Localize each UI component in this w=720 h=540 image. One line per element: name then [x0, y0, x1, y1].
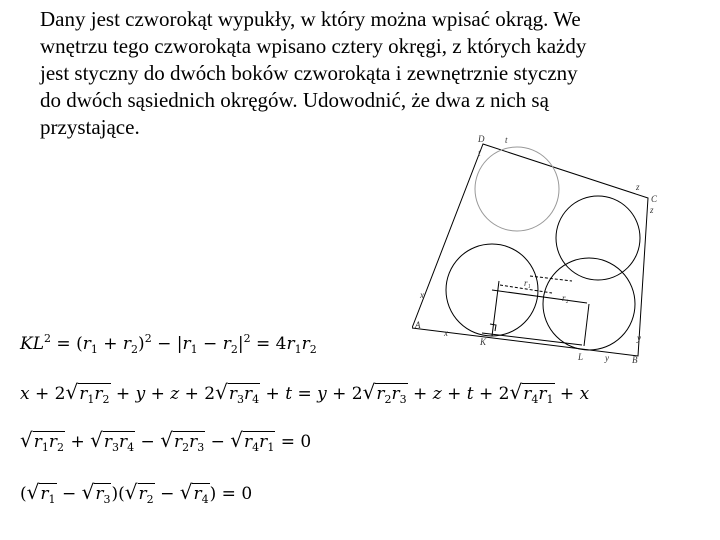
label-c: C [651, 194, 658, 204]
eq2-coefficient: 2 [54, 384, 66, 404]
label-l: L [578, 352, 584, 362]
eq4-var: r [193, 484, 202, 504]
eq3-subscript: 4 [252, 441, 260, 454]
eq3-var: r [189, 432, 198, 452]
eq2-var: r [376, 384, 385, 404]
eq1-exponent: 2 [144, 332, 152, 345]
eq3-minus: − [210, 432, 225, 452]
eq3-subscript: 1 [267, 441, 275, 454]
circle-top-right [556, 196, 640, 280]
eq1-var: r [301, 334, 310, 354]
label-z: z [636, 182, 640, 192]
label-r2: r₂ [562, 293, 569, 303]
eq4-subscript: 3 [103, 493, 111, 506]
sqrt-icon: √ [124, 480, 138, 504]
label-y: y [637, 333, 641, 343]
sqrt-icon: √ [230, 428, 244, 452]
quadrilateral-figure [412, 128, 662, 368]
quadrilateral-outline [412, 144, 648, 356]
eq4-radicand [192, 483, 209, 504]
eq2-plus: + [150, 384, 165, 404]
eq1-subscript: 2 [309, 343, 317, 356]
eq3-subscript: 3 [197, 441, 205, 454]
eq2-var: r [79, 384, 88, 404]
eq2-subscript: 1 [87, 393, 95, 406]
eq1-var: r [286, 334, 295, 354]
eq2-var: y [317, 384, 327, 404]
eq3-subscript: 4 [127, 441, 135, 454]
sqrt-icon: √ [65, 380, 79, 404]
eq1-exponent: 2 [243, 332, 251, 345]
problem-line: przystające. [40, 115, 140, 139]
problem-line: jest styczny do dwóch boków czworokąta i zewnętrznie styczny [40, 61, 578, 85]
eq3-radicand [103, 431, 135, 452]
eq2-var: r [391, 384, 400, 404]
eq2-subscript: 2 [384, 393, 392, 406]
eq3-var: r [48, 432, 58, 452]
eq1-subscript: 2 [230, 343, 238, 356]
eq3-plus: + [70, 432, 85, 452]
eq3-minus: − [140, 432, 155, 452]
perpendicular-l [584, 304, 589, 346]
eq2-plus: + [413, 384, 428, 404]
eq3-var: r [244, 432, 253, 452]
label-y: y [605, 353, 609, 363]
eq2-var: r [538, 384, 547, 404]
radius-r1 [492, 290, 587, 303]
eq3-radicand [173, 431, 205, 452]
eq2-coefficient: 2 [498, 384, 510, 404]
eq4-var: r [95, 484, 104, 504]
sqrt-icon: √ [20, 428, 33, 452]
eq1-exponent: 2 [44, 332, 51, 345]
eq1-equals: = [56, 334, 71, 354]
sqrt-icon: √ [81, 480, 95, 504]
sqrt-icon: √ [509, 380, 523, 404]
eq2-var: r [94, 384, 103, 404]
eq4-equals: = [221, 484, 236, 504]
eq1-minus: − [203, 334, 218, 354]
eq2-plus: + [478, 384, 494, 404]
eq1-var: r [182, 334, 191, 354]
eq3-var: r [259, 432, 268, 452]
eq2-coefficient: 2 [351, 384, 363, 404]
label-z: z [650, 205, 654, 215]
circle-top-left [475, 147, 559, 231]
eq1-subscript: 1 [190, 343, 198, 356]
eq4-var: r [138, 484, 147, 504]
eq4-subscript: 1 [48, 493, 56, 506]
eq2-var: t [466, 384, 474, 404]
eq3-zero: 0 [300, 432, 312, 452]
label-t: t [505, 135, 508, 145]
eq2-var: r [523, 384, 532, 404]
problem-line: do dwóch sąsiednich okręgów. Udowodnić, że dwa z nich są [40, 88, 549, 112]
eq3-subscript: 1 [41, 441, 49, 454]
eq2-var: z [432, 384, 442, 404]
eq2-equals: = [297, 384, 312, 404]
sqrt-icon: √ [26, 480, 40, 504]
eq2-subscript: 3 [237, 393, 244, 406]
eq2-plus: + [35, 384, 50, 404]
eq2-var: x [20, 384, 30, 404]
eq1-var: r [82, 334, 91, 354]
eq1-var: r [122, 334, 132, 354]
label-d: D [478, 134, 485, 144]
label-b: B [632, 355, 638, 365]
eq2-plus: + [332, 384, 347, 404]
eq2-radicand [522, 383, 554, 404]
eq1-abs: | [237, 334, 244, 354]
sqrt-icon: √ [215, 380, 228, 404]
eq4-subscript: 4 [201, 493, 209, 506]
eq3-radicand [243, 431, 275, 452]
eq1-abs: | [176, 334, 183, 354]
eq2-plus: + [115, 384, 131, 404]
eq4-minus: − [160, 484, 175, 504]
eq1-var: r [222, 334, 231, 354]
eq3-var: r [173, 432, 183, 452]
problem-line: wnętrzu tego czworokąta wpisano cztery okręgi, z których każdy [40, 34, 587, 58]
problem-line: Dany jest czworokąt wypukły, w który można wpisać okrąg. We [40, 7, 581, 31]
eq2-plus: + [265, 384, 280, 404]
eq2-plus: + [447, 384, 462, 404]
eq2-var: r [228, 384, 237, 404]
eq2-var: z [170, 384, 180, 404]
eq1-subscript: 1 [294, 343, 302, 356]
eq2-subscript: 3 [399, 393, 407, 406]
eq4-zero: 0 [241, 484, 253, 504]
eq3-equals: = [280, 432, 295, 452]
eq2-radicand [228, 383, 260, 404]
eq2-subscript: 1 [546, 393, 554, 406]
eq1-paren: ) [138, 334, 145, 354]
equation-2 [20, 380, 589, 406]
equation-1 [20, 332, 317, 356]
eq4-paren: ) [111, 484, 119, 504]
label-x: x [444, 328, 448, 338]
eq4-radicand [39, 483, 56, 504]
equation-3 [20, 428, 311, 454]
eq2-subscript: 2 [102, 393, 110, 406]
problem-statement [40, 6, 690, 141]
eq3-var: r [103, 432, 112, 452]
eq4-subscript: 2 [146, 493, 154, 506]
sqrt-icon: √ [362, 380, 376, 404]
eq2-var: x [579, 384, 590, 404]
eq1-equals: = [255, 334, 271, 354]
eq2-plus: + [559, 384, 575, 404]
eq3-subscript: 3 [111, 441, 119, 454]
eq3-var: r [33, 432, 42, 452]
label-t: t [478, 148, 481, 158]
eq1-plus: + [103, 334, 118, 354]
eq3-subscript: 2 [182, 441, 190, 454]
eq4-radicand [138, 483, 155, 504]
label-x: x [420, 290, 424, 300]
eq2-radicand [375, 383, 407, 404]
eq3-subscript: 2 [57, 441, 65, 454]
eq1-subscript: 2 [131, 343, 139, 356]
eq1-coefficient: 4 [275, 334, 287, 354]
eq1-lhs: KL [20, 334, 44, 354]
eq2-coefficient: 2 [204, 384, 216, 404]
eq3-radicand [33, 431, 65, 452]
eq2-var: r [244, 384, 253, 404]
sqrt-icon: √ [179, 480, 193, 504]
eq1-subscript: 1 [90, 343, 98, 356]
eq4-paren: ( [20, 484, 27, 504]
eq2-subscript: 4 [531, 393, 539, 406]
eq4-paren: ) [209, 484, 217, 504]
label-r1: r₁ [524, 278, 531, 288]
eq1-paren: ( [76, 334, 83, 354]
eq1-minus: − [157, 334, 172, 354]
eq2-radicand [78, 383, 110, 404]
label-a: A [415, 320, 421, 330]
eq4-minus: − [61, 484, 77, 504]
eq4-radicand [94, 483, 111, 504]
sqrt-icon: √ [160, 428, 173, 452]
sqrt-icon: √ [90, 428, 103, 452]
label-k: K [480, 337, 487, 347]
eq2-subscript: 4 [252, 393, 260, 406]
eq2-var: t [285, 384, 293, 404]
equation-4 [20, 480, 252, 506]
eq4-var: r [40, 484, 49, 504]
eq2-plus: + [184, 384, 199, 404]
eq2-var: y [135, 384, 146, 404]
eq4-paren: ( [118, 484, 125, 504]
eq3-var: r [118, 432, 128, 452]
